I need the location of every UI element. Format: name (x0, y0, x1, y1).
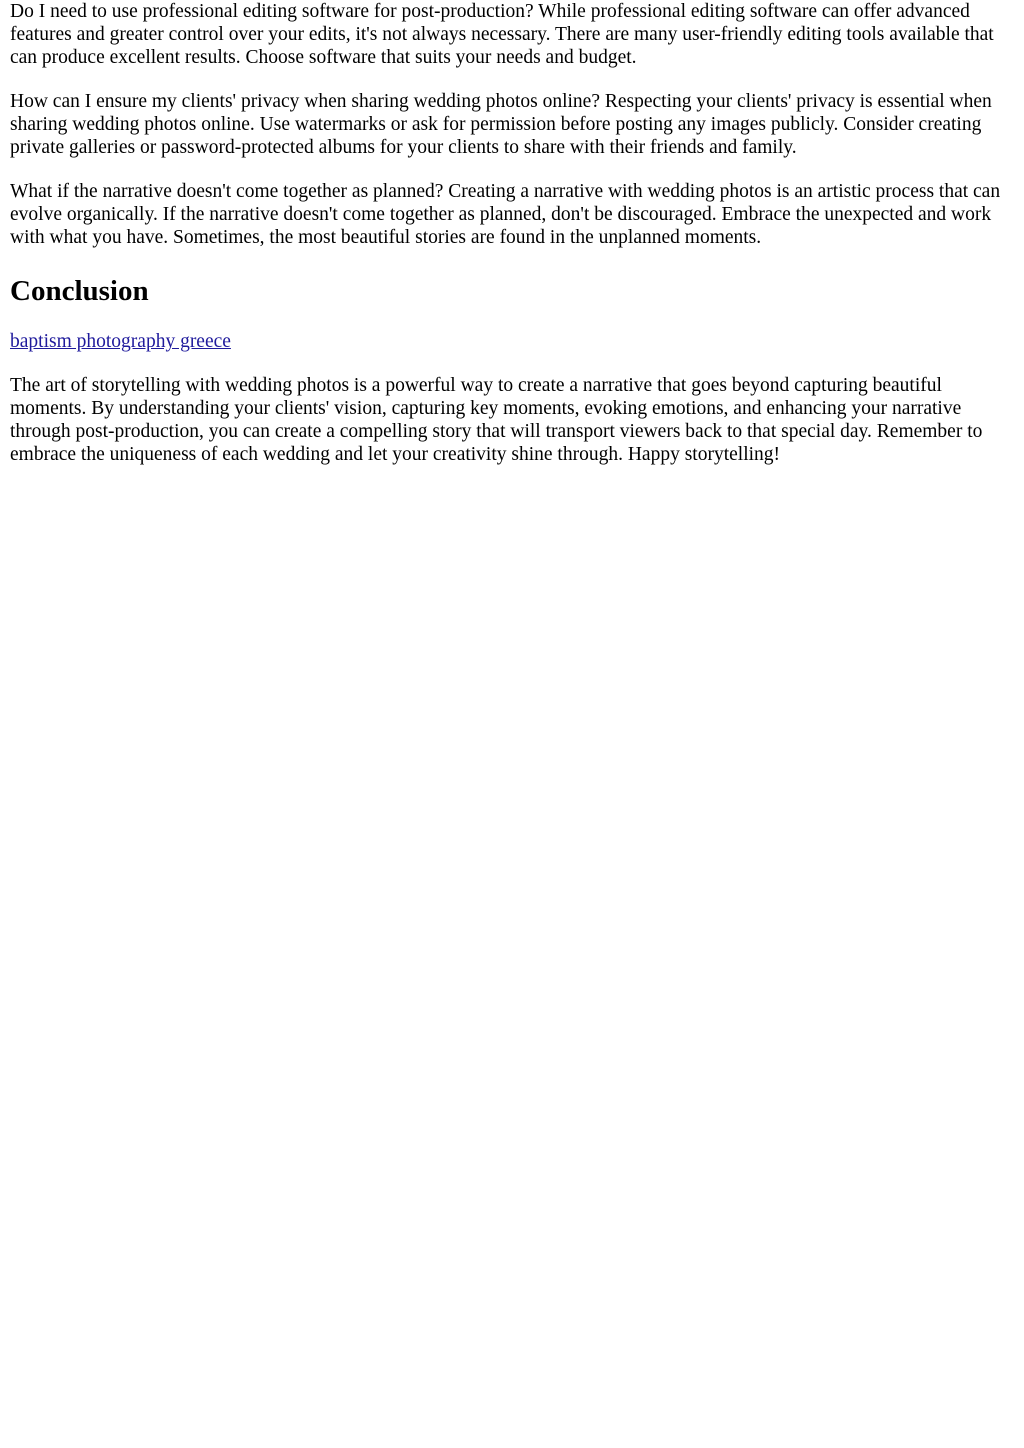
conclusion-paragraph: The art of storytelling with wedding photos is a powerful way to create a narrative that goes beyond capturing beautiful moments. By understanding your clients' vision, capturing key moments, evoking emotions, and enhancing your narrative through post-production, you can create a compelling story that will transport viewers back to that special day. Remember to embrace the uniqueness of each wedding and let your creativity shine through. Happy storytelling! (10, 375, 983, 465)
link-paragraph (10, 330, 1014, 353)
baptism-photography-link[interactable]: baptism photography greece (10, 331, 231, 352)
faq-paragraph-narrative: What if the narrative doesn't come together as planned? Creating a narrative with wedding photos is an artistic process that can evolve organically. If the narrative doesn't come together as planned, don't be discouraged. Embrace the unexpected and work with what you have. Sometimes, the most beautiful stories are found in the unplanned moments. (10, 181, 1001, 248)
faq-paragraph-editing-software: Do I need to use professional editing software for post-production? While professional editing software can offer advanced features and greater control over your edits, it's not always necessary. There are many user-friendly editing tools available that can produce excellent results. Choose software that suits your needs and budget. (10, 1, 994, 68)
conclusion-heading: Conclusion (10, 275, 149, 307)
article-body (0, 0, 1024, 466)
faq-paragraph-client-privacy: How can I ensure my clients' privacy when sharing wedding photos online? Respecting your clients' privacy is essential when sharing wedding photos online. Use watermarks or ask for permission before posting any images publicly. Consider creating private galleries or password-protected albums for your clients to share with their friends and family. (10, 91, 992, 158)
